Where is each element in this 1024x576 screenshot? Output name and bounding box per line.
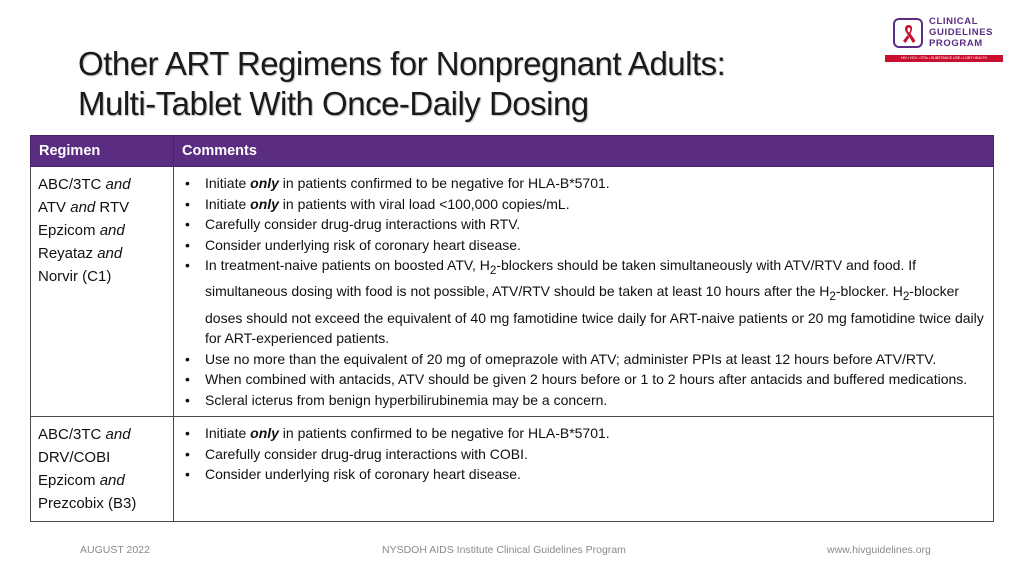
regimen-text: ABC/3TC [38,176,106,193]
column-header-comments: Comments [174,136,994,167]
regimen-conjunction: and [70,199,96,216]
comment-list [181,173,986,410]
list-item: • Carefully consider drug-drug interactions with COBI. [205,444,986,465]
logo-line-2: GUIDELINES [929,27,994,38]
list-item: • Initiate only in patients with viral load <100,000 copies/mL. [205,194,986,215]
logo-tagline-bar: HIV • HCV • STIs • SUBSTANCE USE • LGBT HEALTH [885,55,1003,62]
column-header-regimen: Regimen [31,136,174,167]
emphasis: only [250,175,279,191]
list-item: • Scleral icterus from benign hyperbilirubinemia may be a concern. [205,390,986,411]
regimen-line [38,219,166,242]
regimen-conjunction: and [105,426,131,444]
table-row [31,417,994,522]
regimen-cell [31,417,174,522]
comments-cell [174,417,994,522]
footer-url[interactable]: www.hivguidelines.org [827,544,931,556]
list-item: • When combined with antacids, ATV should be given 2 hours before or 1 to 2 hours after antacids and buffered medications. [205,369,986,390]
list-item: • Consider underlying risk of coronary heart disease. [205,235,986,256]
regimen-text: Epzicom [38,472,100,490]
regimen-conjunction: and [99,472,125,490]
table-header-row [31,136,994,167]
red-ribbon-icon [900,23,918,45]
emphasis: only [250,425,279,442]
regimen-text: Reyataz [38,245,98,262]
regimen-conjunction: and [97,245,123,262]
title-line-1: Other ART Regimens for Nonpregnant Adults: [78,45,726,82]
regimen-conjunction: and [99,222,125,239]
regimen-line [38,423,166,446]
regimen-cell [31,167,174,417]
regimen-line: DRV/COBI [38,449,111,467]
regimen-text: Epzicom [38,222,100,239]
list-item: • Use no more than the equivalent of 20 mg of omeprazole with ATV; administer PPIs at least 12 hours before ATV/RTV. [205,349,986,370]
logo-wordmark [929,16,993,49]
table-row [31,167,994,417]
regimen-table [30,135,994,522]
regimen-line [38,196,166,219]
regimen-text: RTV [95,199,130,216]
list-item: • Carefully consider drug-drug interactions with RTV. [205,214,986,235]
regimen-text: ABC/3TC [38,426,106,444]
list-item: • Consider underlying risk of coronary heart disease. [205,464,986,485]
logo-badge [893,18,923,48]
logo-line-1: CLINICAL [929,16,979,27]
regimen-line [38,242,166,265]
list-item: • In treatment-naive patients on boosted ATV, $H_2$-blockers should be taken simultaneously with ATV/RTV and food. If simultaneous dosing with food is not possible, ATV/RTV should be taken at least 10 hours after the $H_2$-blocker. $H_2$-blocker doses should not exceed the equivalent of 40 mg famotidine twice daily for ART-naive patients or 20 mg famotidine twice daily for ART-experienced patients. [205,255,986,349]
title-line-2: Multi-Tablet With Once-Daily Dosing [78,85,589,122]
logo-line-3: PROGRAM [929,38,983,49]
footer-date: AUGUST 2022 [80,544,150,556]
list-item: • Initiate only in patients confirmed to be negative for HLA-B*5701. [205,173,986,194]
clinical-guidelines-logo [885,14,1003,64]
regimen-line [38,469,166,492]
page-title [78,44,725,124]
comment-list [181,423,986,485]
comments-cell [174,167,994,417]
list-item: • Initiate only in patients confirmed to be negative for HLA-B*5701. [205,423,986,444]
regimen-line: Norvir (C1) [38,268,112,285]
regimen-conjunction: and [105,176,131,193]
emphasis: only [250,195,279,212]
footer-program: NYSDOH AIDS Institute Clinical Guidelines Program [382,544,626,556]
regimen-line: Prezcobix (B3) [38,495,137,513]
regimen-text: ATV [38,199,71,216]
regimen-line [38,173,166,196]
